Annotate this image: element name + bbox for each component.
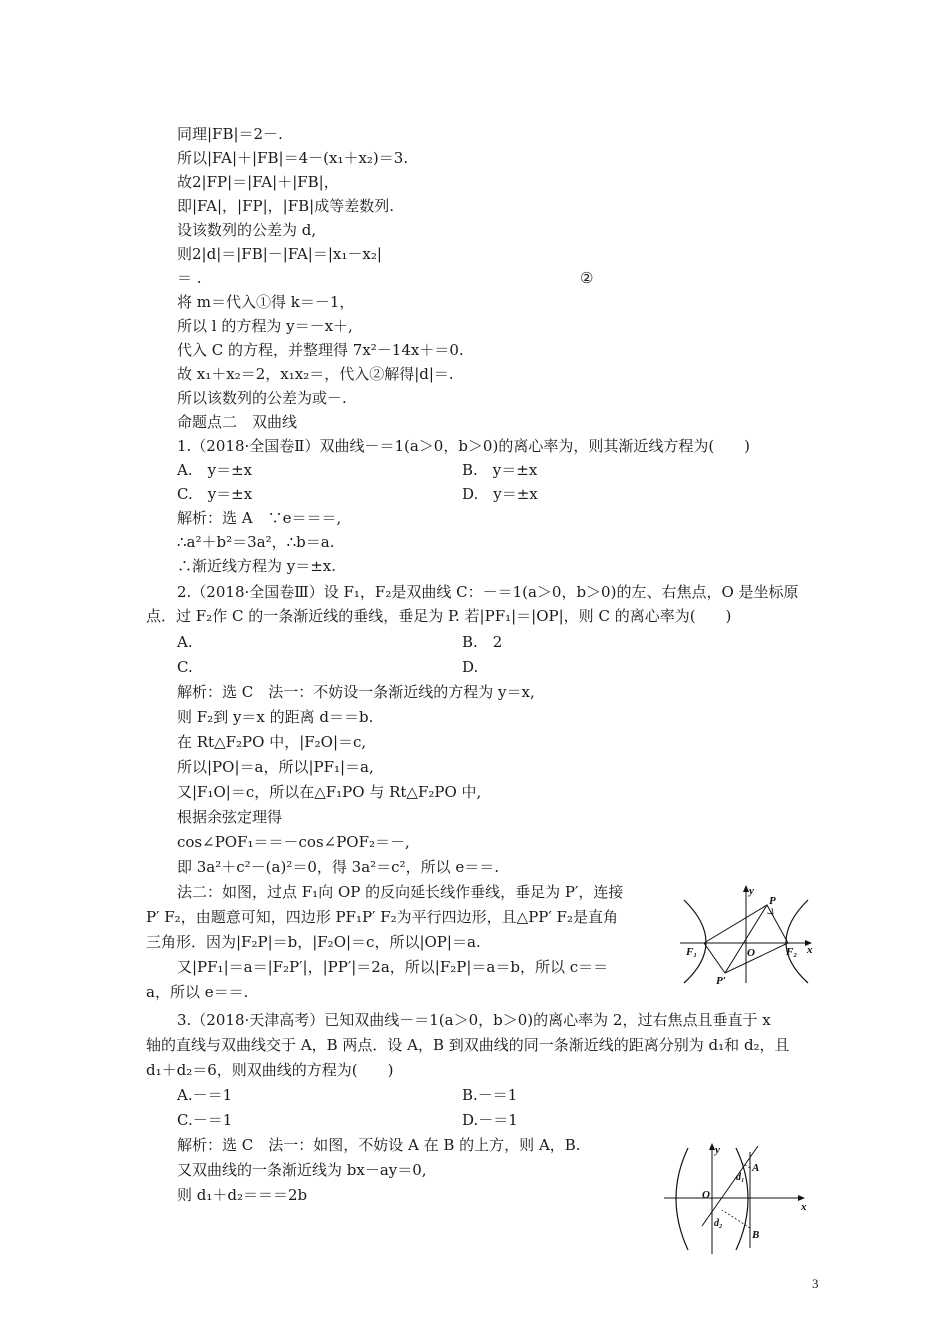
text-line: 又双曲线的一条渐近线为 bx－ay＝0, bbox=[177, 1161, 427, 1179]
question-2: 2.（2018·全国卷Ⅲ）设 F₁，F₂是双曲线 C：－＝1(a＞0，b＞0)的左、右焦点，O 是坐标原 bbox=[177, 583, 799, 601]
text-line: ∴渐近线方程为 y＝±x. bbox=[177, 557, 337, 575]
svg-text:F₁: F₁ bbox=[686, 946, 698, 958]
text-line: 即|FA|，|FP|，|FB|成等差数列. bbox=[177, 197, 394, 215]
text-line: a，所以 e＝＝. bbox=[146, 983, 249, 1001]
text-line: 所以该数列的公差为或－. bbox=[177, 389, 347, 407]
svg-text:A: A bbox=[752, 1162, 760, 1174]
hyperbola-figure-2 bbox=[662, 1138, 812, 1256]
text-line: 则2|d|＝|FB|－|FA|＝|x₁－x₂| bbox=[177, 245, 382, 263]
option-b: B.－＝1 bbox=[462, 1086, 518, 1104]
option-c: C.－＝1 bbox=[177, 1111, 233, 1129]
option-b: B. y＝±x bbox=[462, 461, 538, 479]
text-line: 又|F₁O|＝c，所以在△F₁PO 与 Rt△F₂PO 中, bbox=[177, 783, 482, 801]
text-line: P′ F₂，由题意可知，四边形 PF₁P′ F₂为平行四边形，且△PP′ F₂是直角 bbox=[146, 908, 618, 926]
text-line: 设该数列的公差为 d, bbox=[177, 221, 317, 239]
svg-text:d₁: d₁ bbox=[736, 1172, 745, 1183]
option-a: A.－＝1 bbox=[177, 1086, 233, 1104]
text-line: 三角形．因为|F₂P|＝b，|F₂O|＝c，所以|OP|＝a. bbox=[146, 933, 481, 951]
text-line: 根据余弦定理得 bbox=[177, 808, 283, 826]
hyperbola-figure-1 bbox=[676, 880, 816, 985]
svg-text:O: O bbox=[747, 947, 755, 959]
svg-text:P: P bbox=[769, 895, 776, 907]
svg-text:x: x bbox=[807, 944, 813, 956]
equation-marker: ② bbox=[580, 269, 594, 287]
page-number: 3 bbox=[812, 1276, 819, 1291]
text-line: cos∠POF₁＝＝－cos∠POF₂＝－, bbox=[177, 833, 410, 851]
text-line: 解析：选 C 法一：如图，不妨设 A 在 B 的上方，则 A，B. bbox=[177, 1136, 581, 1154]
text-line: 则 F₂到 y＝x 的距离 d＝＝b. bbox=[177, 708, 374, 726]
text-line: 所以|PO|＝a，所以|PF₁|＝a, bbox=[177, 758, 374, 776]
text-line: 故 x₁＋x₂＝2，x₁x₂＝，代入②解得|d|＝. bbox=[177, 365, 454, 383]
text-line: 又|PF₁|＝a＝|F₂P′|，|PP′|＝2a，所以|F₂P|＝a＝b，所以 c＝＝ bbox=[177, 958, 609, 976]
svg-text:B: B bbox=[752, 1229, 760, 1241]
svg-text:y: y bbox=[715, 1144, 720, 1156]
section-heading: 命题点二 双曲线 bbox=[177, 413, 298, 431]
text-line: 将 m＝代入①得 k＝－1， bbox=[177, 293, 355, 311]
text-line: ＝ . bbox=[177, 269, 202, 287]
text-line: 轴的直线与双曲线交于 A，B 两点．设 A，B 到双曲线的同一条渐近线的距离分别为 d₁和 d₂，且 bbox=[146, 1036, 790, 1054]
svg-text:x: x bbox=[801, 1201, 807, 1213]
option-d: D.－＝1 bbox=[462, 1111, 518, 1129]
option-d: D. bbox=[462, 658, 479, 676]
text-line: 代入 C 的方程，并整理得 7x²－14x＋＝0. bbox=[177, 341, 464, 359]
svg-text:y: y bbox=[749, 885, 754, 897]
text-line: 同理|FB|＝2－. bbox=[177, 125, 283, 143]
text-line: 解析：选 A ∵e＝＝＝, bbox=[177, 509, 342, 527]
svg-text:F₂: F₂ bbox=[786, 946, 798, 958]
option-b: B. 2 bbox=[462, 633, 503, 651]
svg-text:O: O bbox=[702, 1189, 710, 1201]
option-a: A. y＝±x bbox=[177, 461, 253, 479]
text-line: ∴a²＋b²＝3a²，∴b＝a. bbox=[177, 533, 335, 551]
text-line: 即 3a²＋c²－(a)²＝0，得 3a²＝c²，所以 e＝＝. bbox=[177, 858, 499, 876]
text-line: 解析：选 C 法一：不妨设一条渐近线的方程为 y＝x, bbox=[177, 683, 535, 701]
text-line: 所以 l 的方程为 y＝－x＋, bbox=[177, 317, 353, 335]
question-1: 1.（2018·全国卷Ⅱ）双曲线－＝1(a＞0，b＞0)的离心率为，则其渐近线方程为( ) bbox=[177, 437, 751, 455]
text-line: 点．过 F₂作 C 的一条渐近线的垂线，垂足为 P. 若|PF₁|＝|OP|，则 C 的离心率为( ) bbox=[146, 607, 732, 625]
svg-text:d₂: d₂ bbox=[714, 1218, 723, 1229]
text-line: 在 Rt△F₂PO 中，|F₂O|＝c, bbox=[177, 733, 367, 751]
text-line: 故2|FP|＝|FA|＋|FB|， bbox=[177, 173, 339, 191]
text-line: d₁＋d₂＝6，则双曲线的方程为( ) bbox=[146, 1061, 394, 1079]
text-line: 所以|FA|＋|FB|＝4－(x₁＋x₂)＝3. bbox=[177, 149, 409, 167]
svg-text:P′: P′ bbox=[716, 975, 726, 985]
option-c: C. bbox=[177, 658, 193, 676]
option-c: C. y＝±x bbox=[177, 485, 253, 503]
text-line: 则 d₁＋d₂＝＝＝2b bbox=[177, 1186, 308, 1204]
option-d: D. y＝±x bbox=[462, 485, 538, 503]
text-line: 法二：如图，过点 F₁向 OP 的反向延长线作垂线，垂足为 P′，连接 bbox=[177, 883, 624, 901]
option-a: A. bbox=[177, 633, 193, 651]
question-3: 3.（2018·天津高考）已知双曲线－＝1(a＞0，b＞0)的离心率为 2，过右焦点且垂直于 x bbox=[177, 1011, 771, 1029]
